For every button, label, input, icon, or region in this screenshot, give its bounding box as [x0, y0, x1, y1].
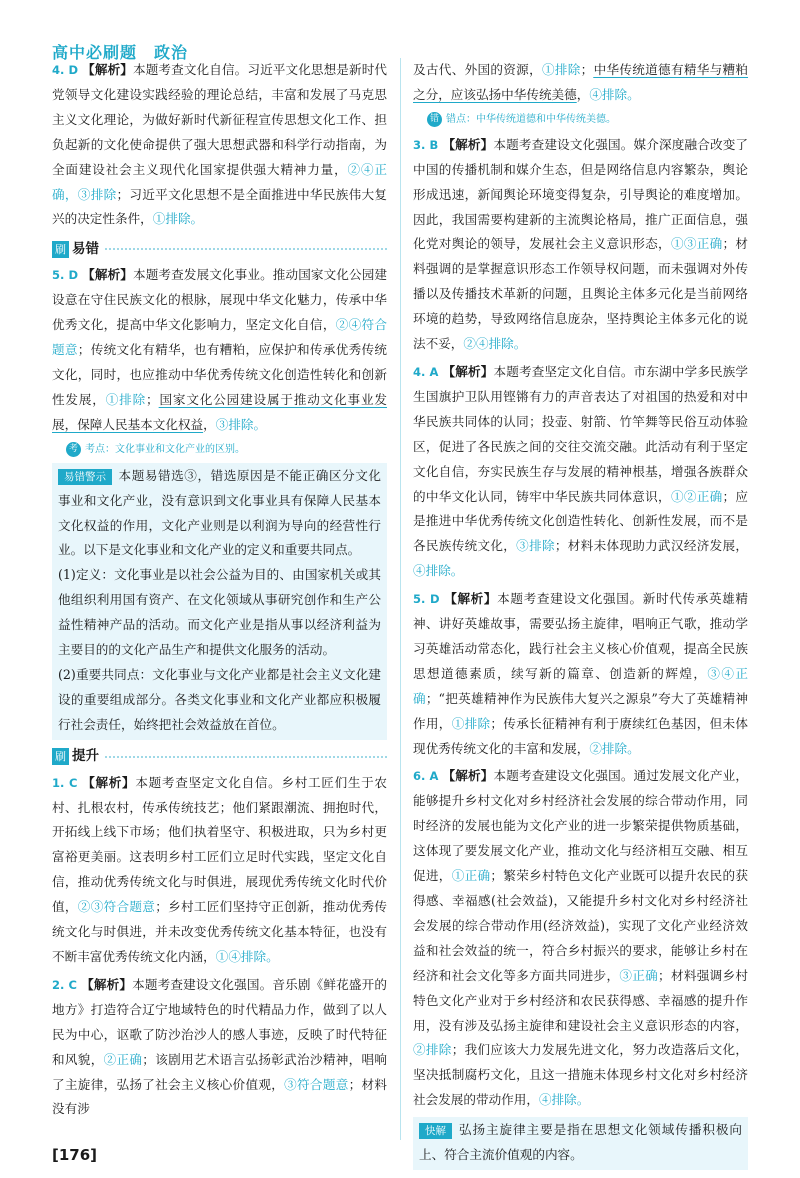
option-judgement: ②正确 — [103, 1051, 143, 1067]
box-paragraph: (1)定义：文化事业是以社会公益为目的、由国家机关或其他组织利用国有资产、在文化领域从事研究创作和生产公益性精神产品的活动。而文化产业是指从事以经济利益为主要目的的文化产品生产和提供文化服务的活动。 — [58, 567, 381, 658]
option-judgement: ①排除 — [105, 391, 147, 407]
error-warning-box — [52, 463, 387, 740]
option-judgement: ②③符合题意 — [77, 899, 156, 915]
analysis-tag: 【解析】 — [442, 136, 494, 152]
analysis-text: 及古代、外国的资源， — [413, 62, 542, 77]
section-dotted-rule — [105, 248, 387, 250]
option-judgement: ③正确 — [619, 967, 659, 983]
option-judgement: ③④正确 — [413, 665, 749, 706]
analysis-text: ；“把英雄精神作为民族伟大复兴之源泉”夸大了英雄精神作用， — [413, 690, 748, 731]
error-warning-badge: 易错警示 — [58, 469, 112, 485]
section-header-yicuo — [52, 239, 387, 259]
brush-icon: 刷 — [52, 241, 69, 258]
answer-number: 5. D — [413, 592, 440, 607]
analysis-text: 本题考查发展文化事业。推动国家文化公园建设意在守住民族文化的根脉，展现中华文化魅力，传承中华优秀文化，提高中华文化影响力，坚定文化自信， — [52, 267, 388, 333]
analysis-text: ； — [146, 391, 159, 407]
analysis-text: ；材料没有涉 — [52, 1076, 388, 1117]
page-number: [176] — [52, 1146, 98, 1164]
answer-number: 4. A — [413, 364, 439, 379]
analysis-text: 本题考查建设文化强国。通过发展文化产业，能够提升乡村文化对乡村经济社会发展的综合带动作用，同时经济的发展也能为文化产业的进一步繁荣提供物质基础，这体现了要发展文化产业，推动文化与经济相互交融、相互促进， — [413, 768, 749, 884]
option-judgement: ②④符合题意 — [52, 317, 388, 358]
section-dotted-rule — [105, 756, 387, 758]
analysis-tag: 【解析】 — [81, 774, 136, 790]
exam-point-icon: 考 — [66, 442, 81, 457]
section-label: 易错 — [72, 240, 99, 257]
answer-4-wenhua — [52, 58, 387, 232]
option-judgement: ④排除。 — [413, 563, 464, 579]
option-judgement: ①③正确 — [670, 236, 723, 252]
analysis-text: 本题考查坚定文化自信。市东湖中学多民族学生国旗护卫队用铿锵有力的声音表达了对祖国的热爱和对中华民族共同体的认同；投壶、射箭、竹竿舞等民俗互动体验区，促进了各民族之间的交往交流交融。此活动有利于坚定文化自信，夯实民族生存与发展的精神根基，增强各族群众的中华文化认同，铸牢中华民族共同体意识， — [413, 363, 749, 504]
analysis-text: ；我们应该大力发展先进文化，努力改造落后文化，坚决抵制腐朽文化，且这一措施未体现乡村文化对乡村经济社会发展的带动作用， — [413, 1042, 749, 1108]
analysis-text: ， — [576, 86, 590, 102]
quick-solution-box — [413, 1117, 748, 1170]
tip-kaodian — [66, 441, 387, 459]
box-text: 本题易错选③，错选原因是不能正确区分文化事业和文化产业，没有意识到文化事业具有保障人民基本文化权益的作用，文化产业则是以利润为导向的经营性行业。以下是文化事业和文化产业的定义和重要共同点。 — [58, 467, 381, 558]
analysis-text: ；传统文化有精华，也有糟粕，应保护和传承优秀传统文化，同时，也应推动中华优秀传统文化创造性转化和创新性发展， — [52, 342, 388, 407]
quick-solution-badge: 快解 — [419, 1123, 452, 1139]
page-header-title: 高中必刷题 政治 — [52, 43, 189, 62]
analysis-tag: 【解析】 — [442, 768, 494, 784]
option-judgement: ③符合题意 — [284, 1076, 349, 1092]
box-text: 弘扬主旋律主要是指在思想文化领域传播积极向上、符合主流价值观的内容。 — [419, 1122, 742, 1163]
option-judgement: ②④正确，③排除 — [52, 161, 388, 202]
analysis-tag: 【解析】 — [80, 976, 133, 992]
option-judgement: ①排除。 — [152, 211, 204, 227]
answer-2-continued — [413, 58, 748, 108]
analysis-text: ；应是推进中华优秀传统文化创造性转化、创新性发展，而不是各民族传统文化， — [413, 488, 749, 554]
analysis-text: 本题考查坚定文化自信。乡村工匠们生于农村、扎根农村，传承传统技艺；他们紧跟潮流、拥抱时代，开拓线上线下市场；他们执着坚守、积极进取，只为乡村更富裕更美丽。这表明乡村工匠们立足时代实践，坚定文化自信，推动优秀传统文化与时俱进，展现优秀传统文化时代价值， — [52, 774, 388, 915]
analysis-text: 本题考查建设文化强国。音乐剧《鲜花盛开的地方》打造符合辽宁地域特色的时代精品力作，做到了以人民为中心，讴歌了防沙治沙人的感人事迹，反映了时代特征和风貌， — [52, 976, 388, 1067]
answer-4-tisheng — [413, 360, 748, 584]
tip-cuodian — [427, 111, 748, 129]
answer-number: 3. B — [413, 137, 439, 152]
analysis-text: 本题考查建设文化强国。媒介深度融合改变了中国的传播机制和媒介生态，但是网络信息内容繁杂，舆论形成迅速，新闻舆论环境变得复杂，引导舆论的难度增加。因此，我国需要构建新的主流舆论格局，推广正面信息，强化党对舆论的领导，发展社会主义意识形态， — [413, 136, 749, 252]
section-header-tisheng — [52, 747, 387, 767]
option-judgement: ①④排除。 — [215, 949, 279, 964]
answer-5-tisheng — [413, 587, 748, 761]
underlined-key-point: 国家文化公园建设属于推动文化事业发展，保障人民基本文化权益 — [52, 391, 388, 432]
analysis-text: ， — [203, 416, 216, 432]
analysis-text: ；该剧用艺术语言弘扬彰武治沙精神，唱响了主旋律，弘扬了社会主义核心价值观， — [52, 1051, 388, 1092]
analysis-tag: 【解析】 — [442, 363, 494, 379]
answer-number: 2. C — [52, 977, 77, 992]
analysis-text: ；材料未体现助力武汉经济发展， — [554, 538, 749, 554]
answer-1-tisheng — [52, 771, 387, 970]
analysis-text: ；材料强调的是掌握意识形态工作领导权问题，而未强调对外传播以及传播技术革新的问题，且舆论主体多元化是当前网络环境的趋势，导致网络信息庞杂，坚持舆论主体多元化的说法不妥， — [413, 236, 749, 352]
brush-icon: 刷 — [52, 748, 69, 765]
option-judgement: ④排除。 — [538, 1092, 590, 1108]
tip-text: 考点：文化事业和文化产业的区别。 — [85, 443, 245, 455]
analysis-text: ；材料强调乡村特色文化产业对于乡村经济和农民获得感、幸福感的提升作用，没有涉及弘扬主旋律和建设社会主义意识形态的内容， — [413, 967, 749, 1033]
page-number-value: 176 — [58, 1146, 91, 1164]
analysis-text: 本题考查建设文化强国。新时代传承英雄精神、讲好英雄故事，需要弘扬主旋律，唱响正气歌，推动学习英雄活动常态化，践行社会主义核心价值观，提高全民族思想道德素质，续写新的篇章、创造新的辉煌， — [413, 591, 749, 681]
answer-number: 4. D — [52, 63, 79, 77]
section-label: 提升 — [72, 748, 99, 765]
option-judgement: ①正确 — [451, 868, 491, 884]
right-column — [413, 58, 748, 1176]
option-judgement: ②排除。 — [589, 740, 640, 756]
error-point-icon: 错 — [427, 112, 442, 127]
option-judgement: ①排除 — [451, 715, 491, 731]
option-judgement: ③排除 — [516, 538, 555, 554]
column-divider — [400, 58, 401, 1140]
analysis-text: 本题考查文化自信。习近平文化思想是新时代党领导文化建设实践经验的理论总结，丰富和发展了马克思主义文化理论，为做好新时代新征程宣传思想文化工作、担负起新的文化使命提供了强大思想武器和科学行动指南，为全面建设社会主义现代化国家提供强大精神力量， — [52, 62, 388, 177]
underlined-key-point: 中华传统道德有精华与糟粕之分，应该弘扬中华传统美德 — [413, 62, 749, 102]
box-paragraph — [419, 1118, 742, 1168]
analysis-text: ；习近平文化思想不是全面推进中华民族伟大复兴的决定性条件， — [52, 186, 388, 227]
analysis-tag: 【解析】 — [82, 267, 133, 283]
answer-6-tisheng — [413, 764, 748, 1113]
option-judgement: ①②正确 — [670, 488, 723, 504]
analysis-text: ；繁荣乡村特色文化产业既可以提升农民的获得感、幸福感(社会效益)，又能提升乡村文化对乡村经济社会发展的综合带动作用(经济效益)，实现了文化产业经济效益和社会效益的统一，符合乡村振兴的要求，能够让乡村在经济和社会文化等多方面共同进步， — [413, 868, 749, 983]
answer-number: 1. C — [52, 775, 78, 790]
analysis-text: ；传承长征精神有利于赓续红色基因，但未体现优秀传统文化的丰富和发展， — [413, 715, 749, 756]
analysis-tag: 【解析】 — [82, 62, 133, 77]
option-judgement: ①排除 — [541, 62, 581, 77]
option-judgement: ②④排除。 — [463, 336, 527, 352]
answer-5-yicuo — [52, 263, 387, 437]
answer-number: 5. D — [52, 268, 79, 283]
answer-2-tisheng — [52, 973, 387, 1122]
option-judgement: ④排除。 — [589, 86, 640, 102]
answer-number: 6. A — [413, 769, 439, 784]
option-judgement: ②排除 — [413, 1042, 452, 1058]
left-column — [52, 58, 387, 1125]
analysis-text: ；乡村工匠们坚持守正创新，推动优秀传统文化与时俱进，并未改变优秀传统文化基本特征，也没有不断丰富优秀传统文化内涵， — [52, 899, 388, 964]
option-judgement: ③排除。 — [215, 416, 267, 432]
analysis-tag: 【解析】 — [443, 591, 498, 607]
box-paragraph: (2)重要共同点：文化事业与文化产业都是社会主义文化建设的重要组成部分。各类文化事业和文化产业都应积极履行社会责任，始终把社会效益放在首位。 — [58, 666, 381, 732]
box-paragraph — [58, 464, 381, 564]
analysis-text: ； — [580, 62, 594, 77]
answer-3-tisheng — [413, 133, 748, 357]
tip-text: 错点：中华传统道德和中华传统美德。 — [446, 113, 616, 125]
